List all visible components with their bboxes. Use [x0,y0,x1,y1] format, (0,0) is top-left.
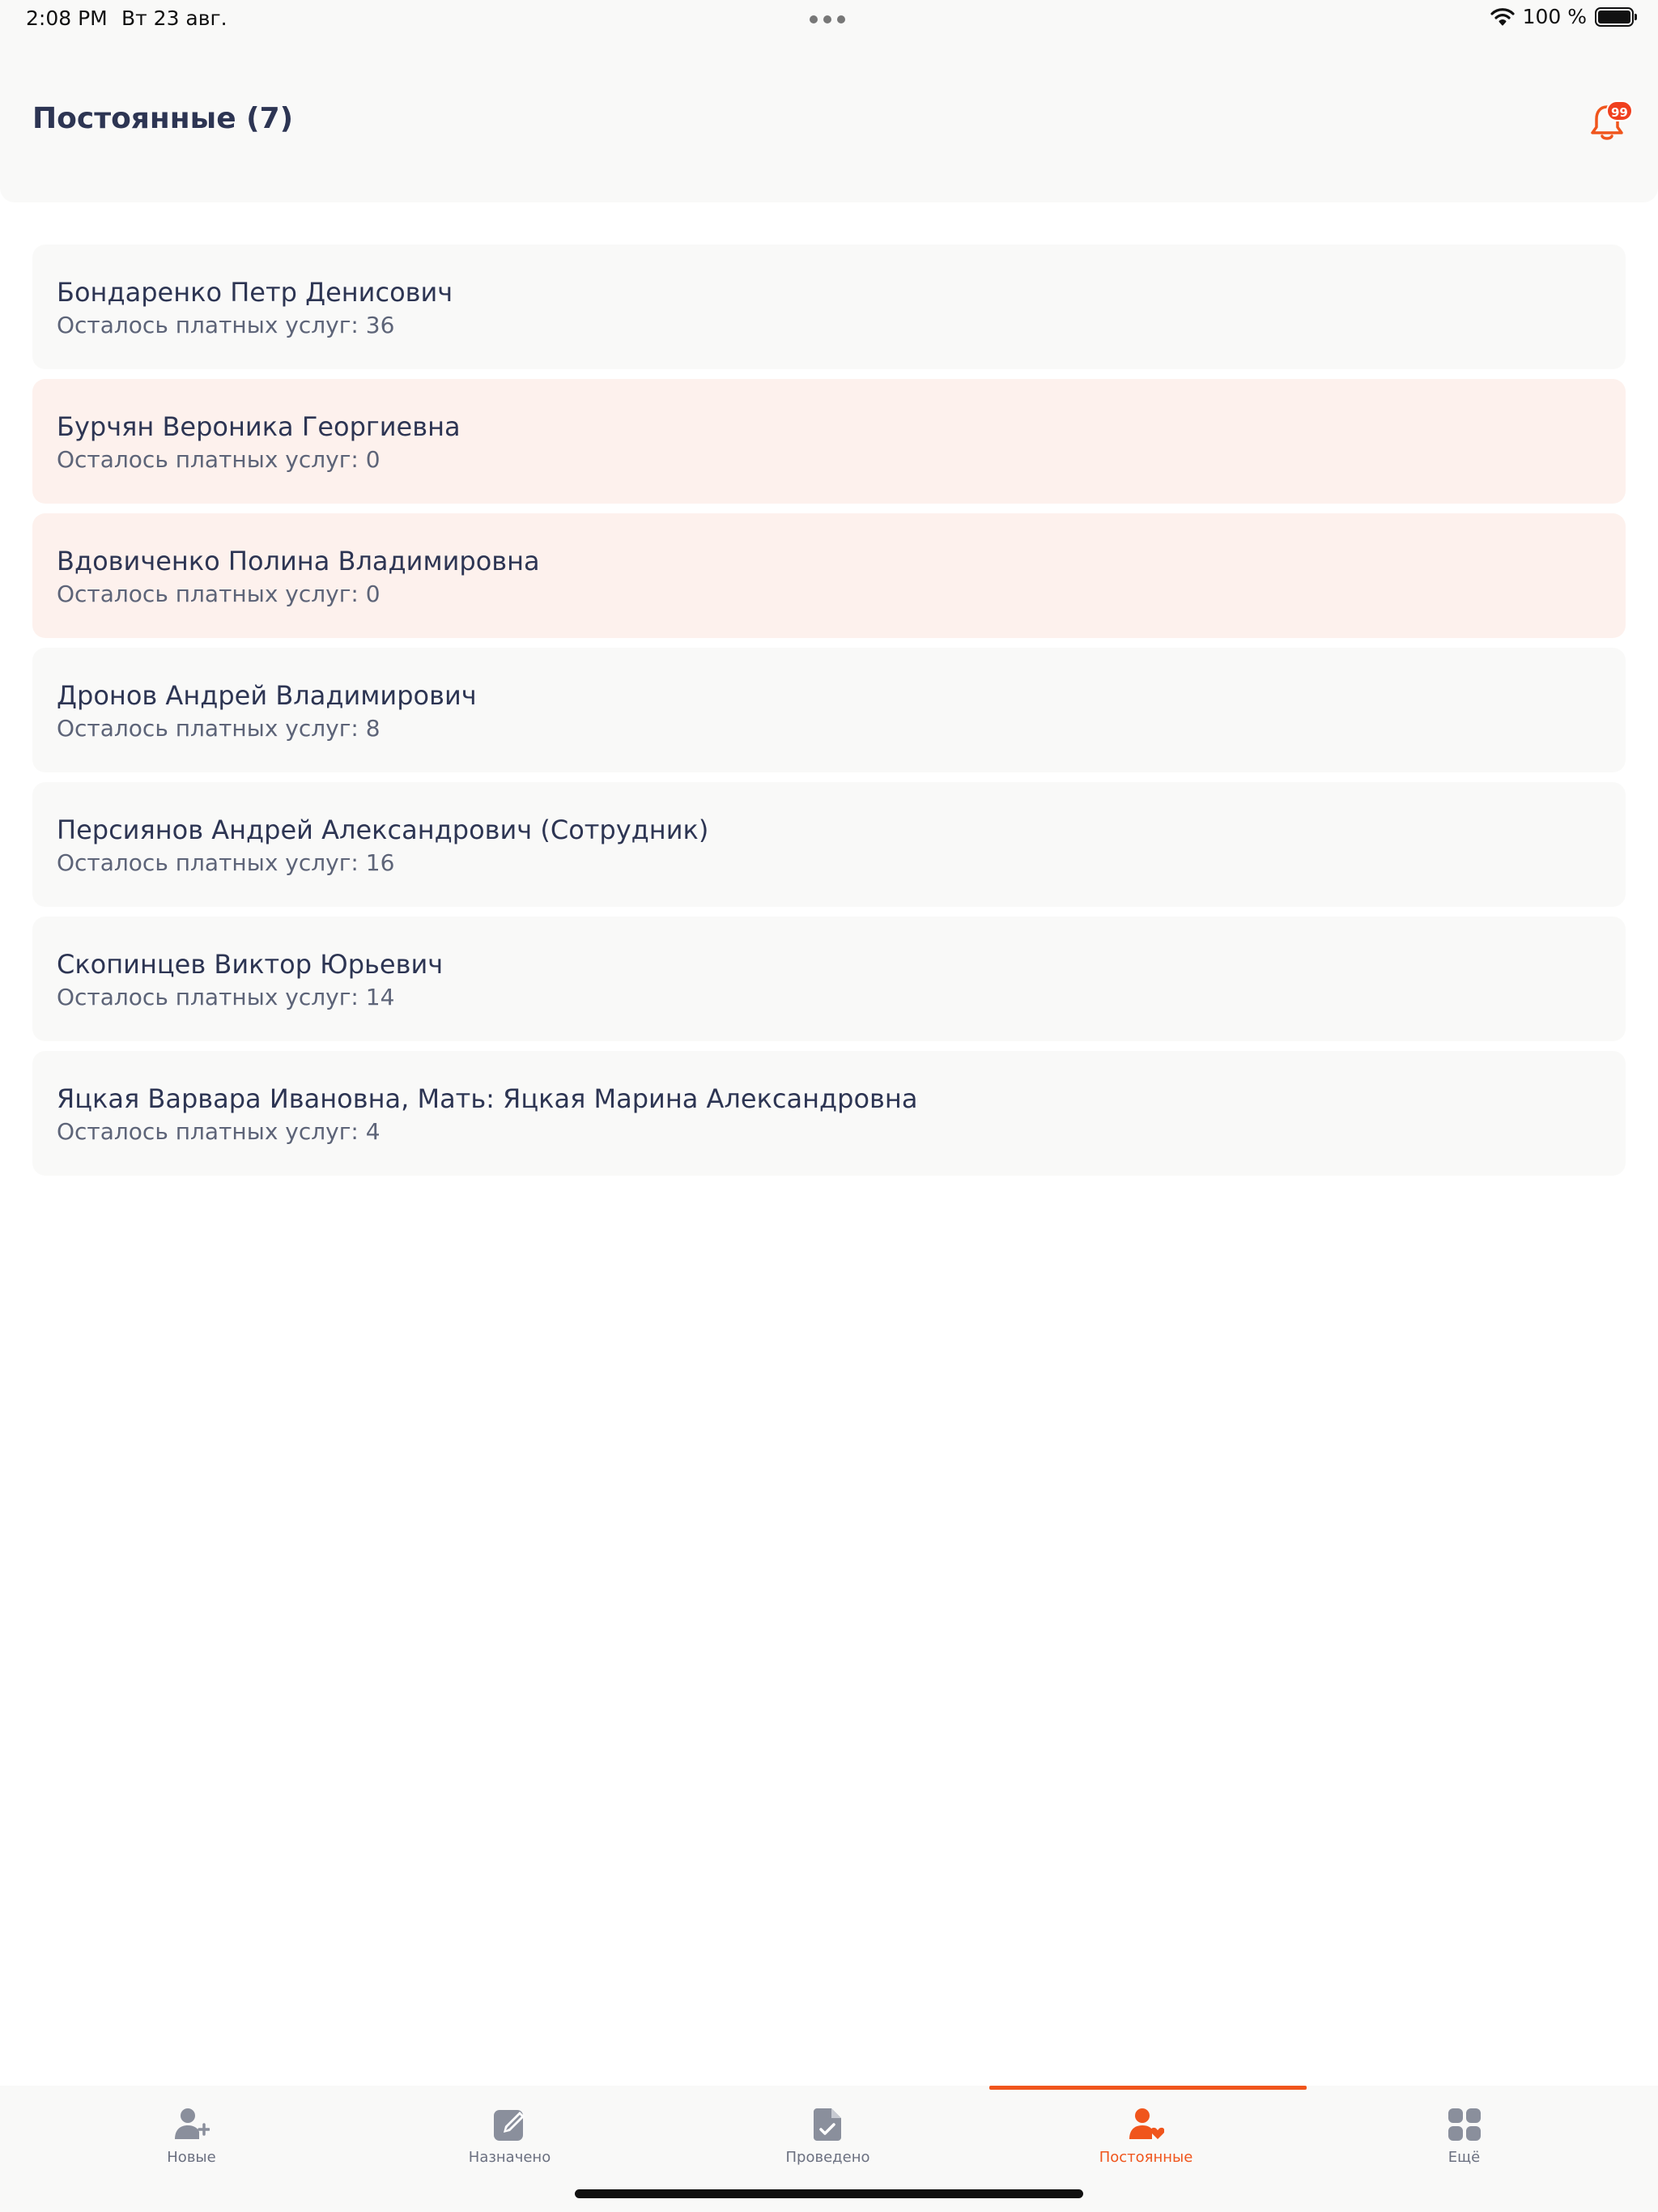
client-remaining: Осталось платных услуг: 16 [57,849,395,876]
list-item[interactable] [32,513,1626,638]
list-item[interactable] [32,245,1626,369]
notification-badge: 99 [1606,100,1633,121]
client-remaining: Осталось платных услуг: 36 [57,312,395,338]
notifications-button[interactable] [1588,102,1626,143]
status-indicators [1490,5,1634,28]
client-remaining: Осталось платных услуг: 0 [57,446,380,473]
tab-completed[interactable] [669,2086,987,2183]
status-date: Вт 23 авг. [121,6,227,30]
page-title: Постоянные (7) [32,102,294,135]
client-name: Скопинцев Виктор Юрьевич [57,949,444,980]
user-heart-icon [1129,2107,1164,2142]
tab-new[interactable] [32,2086,351,2183]
client-remaining: Осталось платных услуг: 8 [57,715,380,742]
tab-label: Постоянные [1099,2149,1193,2166]
tab-label: Проведено [785,2149,870,2166]
list-item[interactable] [32,782,1626,907]
tab-label: Ещё [1448,2149,1481,2166]
status-time: 2:08 PM [26,6,108,30]
tab-label: Назначено [468,2149,551,2166]
battery-percent: 100 % [1522,5,1587,28]
client-name: Вдовиченко Полина Владимировна [57,546,540,576]
add-user-icon [174,2107,210,2142]
client-name: Дронов Андрей Владимирович [57,680,477,711]
tab-regular[interactable] [987,2086,1305,2183]
client-remaining: Осталось платных услуг: 4 [57,1118,380,1145]
client-name: Яцкая Варвара Ивановна, Мать: Яцкая Марина Александровна [57,1083,918,1114]
list-item[interactable] [32,917,1626,1041]
tab-more[interactable] [1305,2086,1623,2183]
list-item[interactable] [32,379,1626,504]
battery-icon [1595,7,1634,27]
clients-list [32,245,1626,1185]
client-name: Персиянов Андрей Александрович (Сотрудник) [57,815,709,845]
home-indicator[interactable] [575,2189,1083,2198]
grid-icon [1447,2107,1482,2142]
tab-assigned[interactable] [351,2086,669,2183]
edit-square-icon [492,2107,528,2142]
status-bar [0,0,1658,39]
multitasking-dots-icon[interactable] [810,15,845,23]
document-check-icon [810,2107,846,2142]
wifi-icon [1490,7,1515,27]
client-remaining: Осталось платных услуг: 0 [57,581,380,607]
client-name: Бондаренко Петр Денисович [57,277,453,308]
client-remaining: Осталось платных услуг: 14 [57,984,395,1010]
client-name: Бурчян Вероника Георгиевна [57,411,461,442]
tab-label: Новые [167,2149,216,2166]
list-item[interactable] [32,1051,1626,1176]
list-item[interactable] [32,648,1626,772]
